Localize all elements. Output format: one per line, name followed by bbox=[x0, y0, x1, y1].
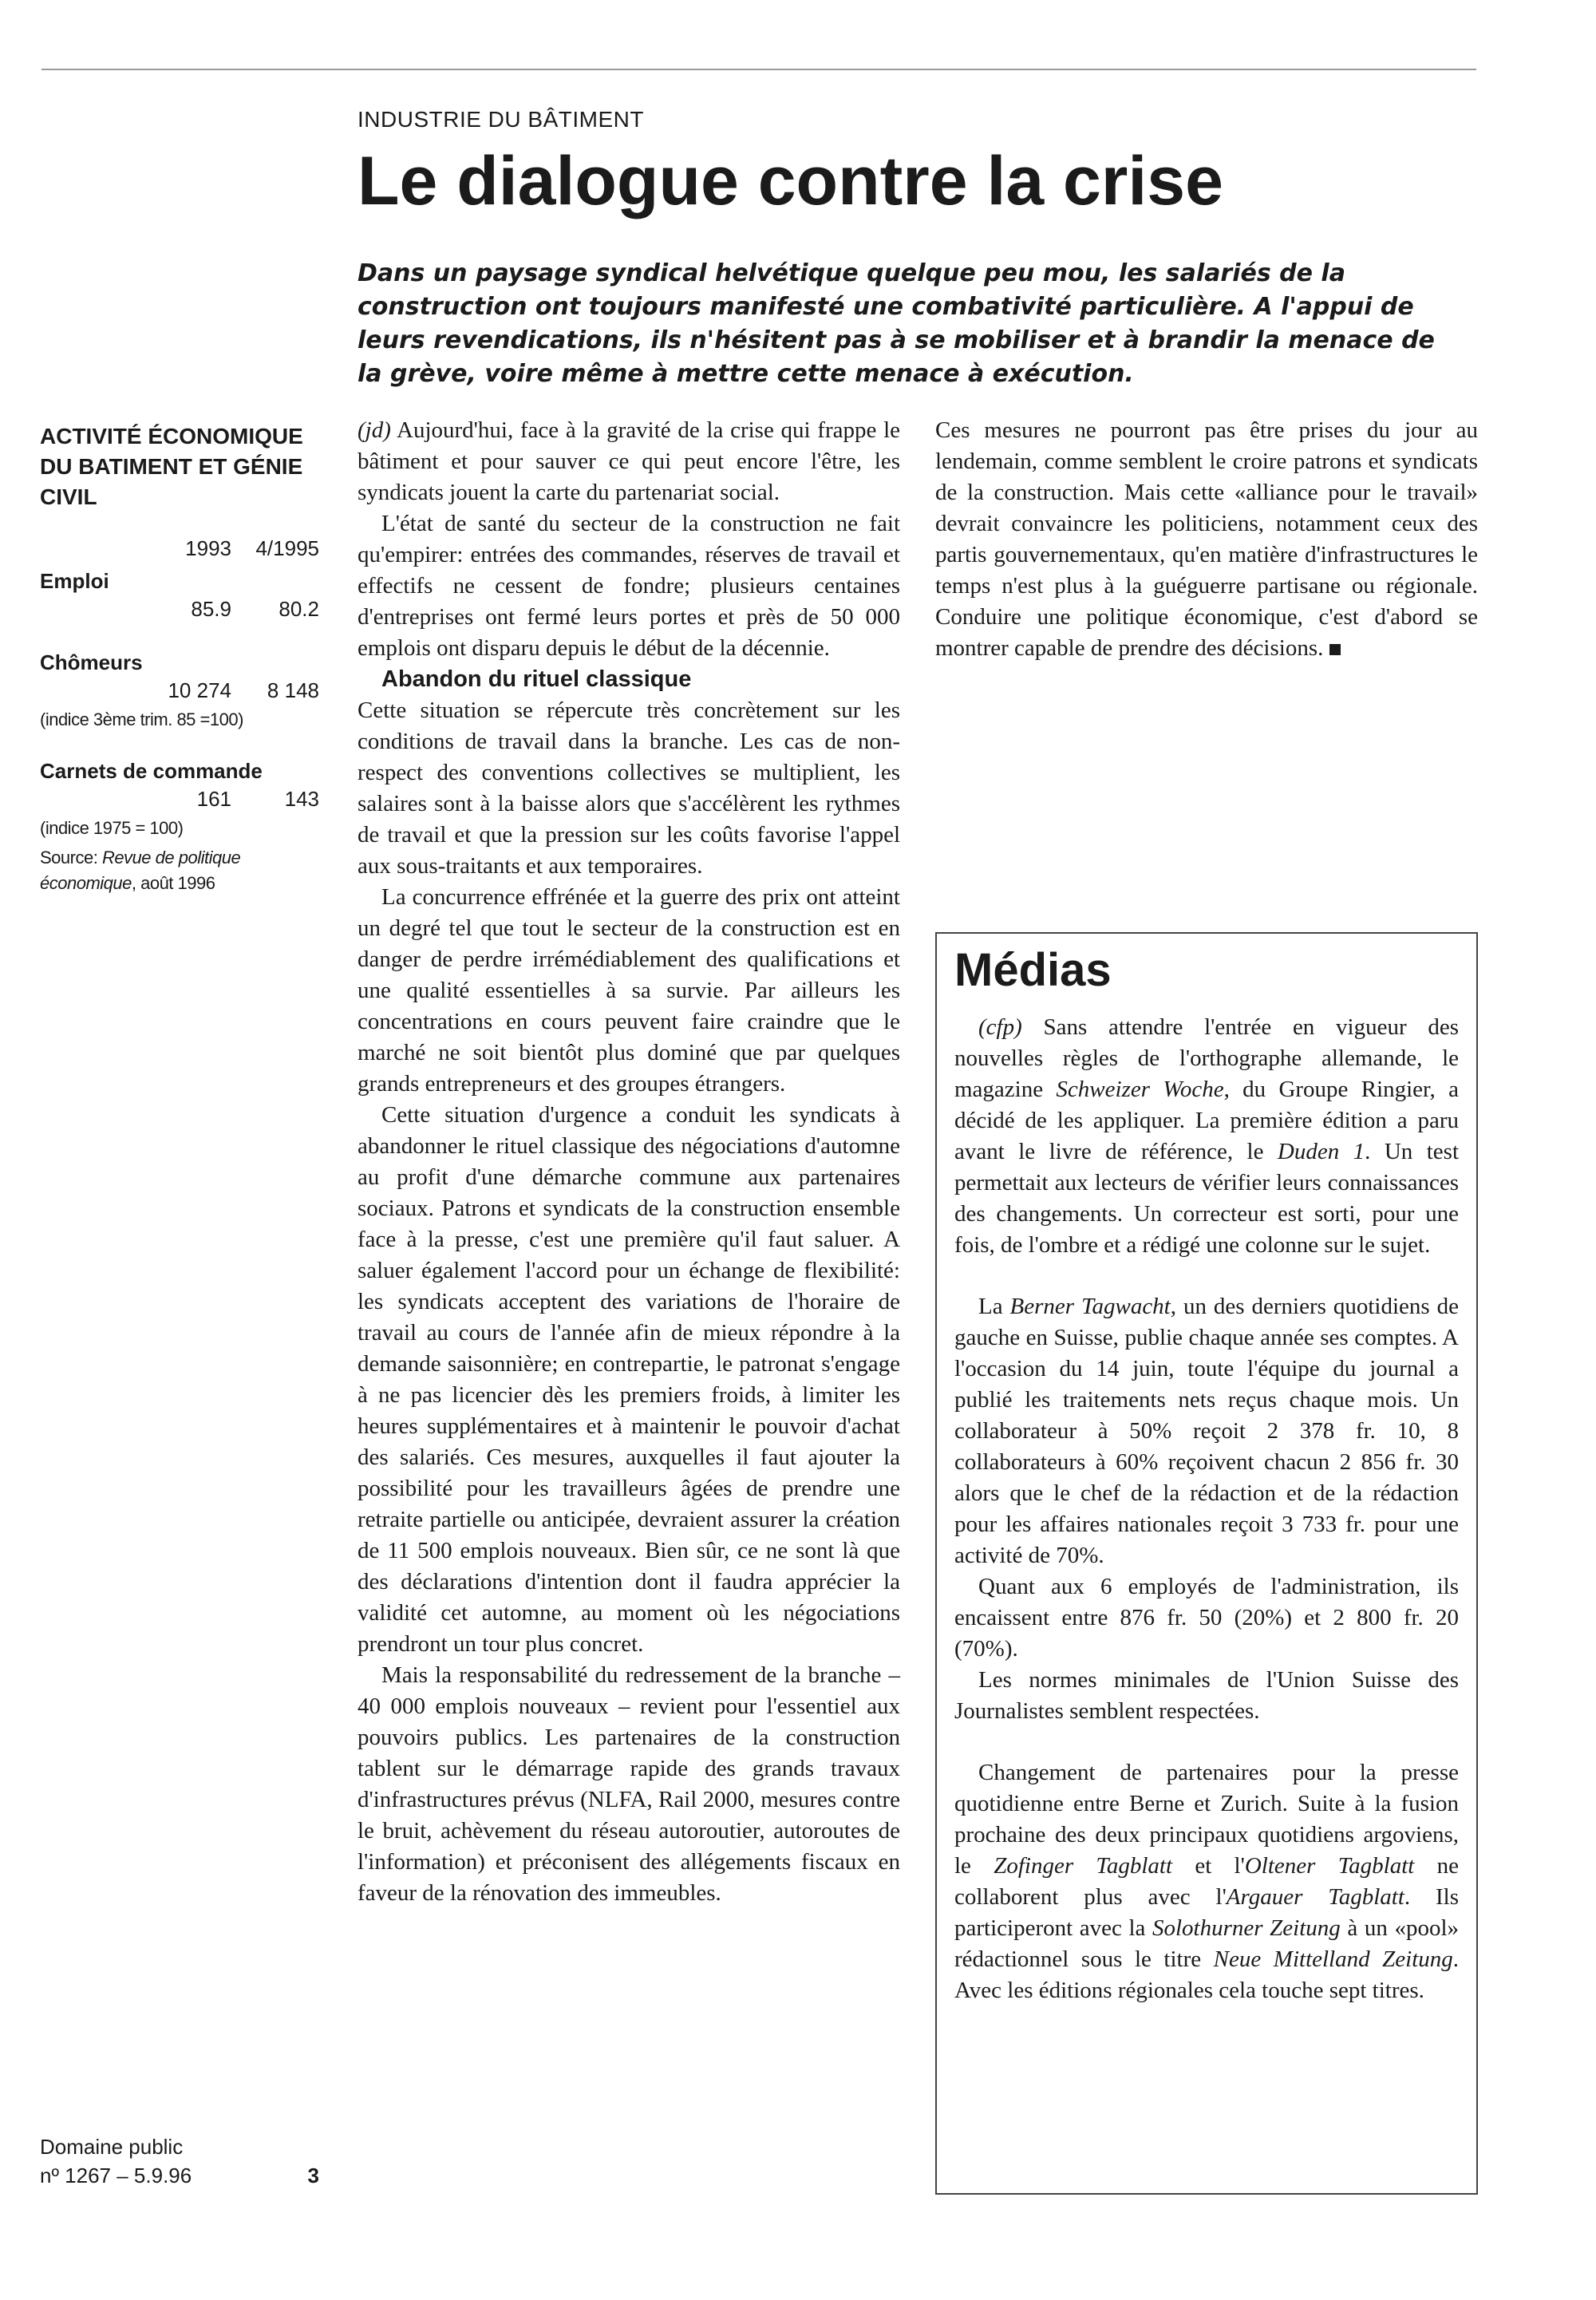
article-paragraph: Mais la responsabilité du redressement de la branche – 40 000 emplois nouveaux – revient pour l'essentiel aux pouvoirs publics. Les partenaires de la construction tablent sur le démarrage rapide des grands travaux d'infrastructures prévus (NLFA, Rail 2000, mesures contre le bruit, achèvement du réseau autoroutier, autoroutes de l'information) et préconisent des allégements fiscaux en faveur de la rénovation des immeubles. bbox=[358, 1662, 900, 1906]
article-paragraph: La concurrence effrénée et la guerre des prix ont atteint un degré tel que tout le secteur de la construction est en danger de perdre irrémédiablement des qualifications et une qualité essentielles à sa survie. Par ailleurs les concentrations en cours peuvent faire craindre que le marché ne soit bientôt plus dominé que par quelques grands entrepreneurs et des groupes étrangers. bbox=[358, 884, 900, 1097]
article-paragraph bbox=[358, 415, 900, 508]
stats-year-header bbox=[40, 536, 319, 561]
medias-paragraph: Quant aux 6 employés de l'administration, ils encaissent entre 876 fr. 50 (20%) et 2 800 fr. 20 (70%). bbox=[954, 1573, 1459, 1662]
text-run: . Avec les éditions régionales cela touche sept titres. bbox=[954, 1946, 1460, 2003]
article-title: Le dialogue contre la crise bbox=[358, 143, 1223, 219]
publication-name: Solothurner Zeitung bbox=[1152, 1915, 1341, 1941]
chomeurs-value-b: 8 148 bbox=[267, 678, 319, 702]
text-run: . Un test permettait aux lecteurs de vérifier leurs connaissances des changements. Un correcteur est sorti, pour une fois, de l'ombre et a rédigé une colonne sur le sujet. bbox=[954, 1138, 1459, 1258]
text-run: La bbox=[978, 1293, 1010, 1319]
chomeurs-values bbox=[40, 678, 319, 703]
text-run: . Ils participeront avec la bbox=[954, 1883, 1460, 1941]
page-footer bbox=[40, 2132, 319, 2190]
page-number: 3 bbox=[307, 2164, 319, 2187]
publication-name: Domaine public bbox=[40, 2135, 184, 2159]
publication-name: Berner Tagwacht bbox=[1009, 1293, 1171, 1319]
article-column-1 bbox=[358, 415, 900, 1909]
text-run: , un des derniers quotidiens de gauche en Suisse, publie chaque année ses comptes. A l'occasion du 14 juin, toute l'équipe du journal a publié les traitements nets reçus chaque mois. Un collaborateur à 50% reçoit 2 378 fr. 10, 8 collaborateurs à 60% reçoivent chacun 2 856 fr. 30 alors que le chef de la rédaction et de la rédaction pour les affaires nationales reçoit 3 733 fr. pour une activité de 70%. bbox=[954, 1293, 1459, 1568]
medias-title: Médias bbox=[954, 944, 1112, 996]
carnets-note: (indice 1975 = 100) bbox=[40, 818, 184, 838]
medias-body bbox=[954, 1012, 1459, 2006]
article-paragraph: L'état de santé du secteur de la construction ne fait qu'empirer: entrées des commandes, réserves de travail et effectifs ne cessent de fondre; plusieurs centaines d'entreprises ont fermé leurs portes et près de 50 000 emplois ont disparu depuis le début de la décennie. bbox=[358, 511, 900, 661]
text-run: , du Groupe Ringier, a décidé de les appliquer. La première édition a paru avant le livre de référence, le bbox=[954, 1076, 1459, 1164]
article-paragraph: Cette situation d'urgence a conduit les syndicats à abandonner le rituel classique des négociations d'automne au profit d'une démarche commune aux partenaires sociaux. Patrons et syndicats de la construction ensemble face à la presse, c'est une première qu'il faut saluer. A saluer également l'accord pour un échange de flexibilité: les syndicats acceptent des variations de l'horaire de travail au cours de l'année afin de mieux répondre à la demande saisonnière; en contrepartie, le patronat s'engage à ne pas licencier dès les premiers froids, à limiter les heures supplémentaires et à maintenir le pouvoir d'achat des salariés. Ces mesures, auxquelles il faut ajouter la possibilité pour les travailleurs âgées de prendre une retraite partielle ou anticipée, devraient assurer la création de 11 500 emplois nouveaux. Bien sûr, ce ne sont là que des déclarations d'intention dont il faudra apprécier la validité cet automne, au moment où les négociations prendront un tour plus concret. bbox=[358, 1102, 900, 1657]
article-paragraph: Cette situation se répercute très concrètement sur les conditions de travail dans la branche. Les cas de non-respect des conventions collectives se multiplient, les salaires sont à la baisse alors que s'accélèrent les rythmes de travail et que la pression sur les coûts favorise l'appel aux sous-traitants et aux temporaires. bbox=[358, 698, 900, 879]
carnets-label: Carnets de commande bbox=[40, 759, 263, 783]
issue-number: nº 1267 – 5.9.96 bbox=[40, 2164, 192, 2187]
text-run: à un «pool» rédactionnel sous le titre bbox=[954, 1915, 1460, 1972]
emploi-value-b: 80.2 bbox=[279, 597, 319, 621]
medias-paragraph bbox=[954, 1757, 1459, 2006]
source-prefix: Source: bbox=[40, 848, 102, 867]
publication-name: Schweizer Woche bbox=[1056, 1076, 1224, 1102]
emploi-value-a: 85.9 bbox=[191, 597, 231, 621]
medias-paragraph bbox=[954, 1291, 1459, 1571]
article-lead: Dans un paysage syndical helvétique quelque peu mou, les salariés de la construction ont toujours manifesté une combativité particulière. A l'appui de leurs revendications, ils n'hésitent pas à se mobiliser et à brandir la menace de la grève, voire même à mettre cette menace à exécution. bbox=[358, 259, 1435, 388]
medias-paragraph: Les normes minimales de l'Union Suisse des Journalistes semblent respectées. bbox=[954, 1666, 1459, 1724]
top-rule bbox=[41, 69, 1476, 70]
medias-box bbox=[935, 932, 1478, 2195]
section-kicker: INDUSTRIE DU BÂTIMENT bbox=[358, 107, 644, 132]
text-run: Changement de partenaires pour la presse quotidienne entre Berne et Zurich. Suite à la fusion prochaine des deux principaux quotidiens argoviens, le bbox=[954, 1759, 1459, 1879]
carnets-value-a: 161 bbox=[196, 787, 231, 811]
chomeurs-note: (indice 3ème trim. 85 =100) bbox=[40, 709, 243, 729]
chomeurs-label: Chômeurs bbox=[40, 650, 143, 674]
text-run: et l' bbox=[1172, 1852, 1245, 1879]
year-1993: 1993 bbox=[185, 536, 231, 560]
publication-name: Argauer Tagblatt bbox=[1226, 1883, 1404, 1910]
carnets-value-b: 143 bbox=[284, 787, 319, 811]
article-subhead: Abandon du rituel classique bbox=[381, 666, 692, 692]
source-note bbox=[40, 845, 319, 896]
emploi-label: Emploi bbox=[40, 569, 109, 593]
author-initials: (jd) bbox=[358, 417, 391, 443]
chomeurs-value-a: 10 274 bbox=[168, 678, 231, 702]
sidebar-title: ACTIVITÉ ÉCONOMIQUE DU BATIMENT ET GÉNIE CIVIL bbox=[40, 424, 303, 509]
paragraph-text: Aujourd'hui, face à la gravité de la crise qui frappe le bâtiment et pour sauver ce qui peut encore l'être, les syndicats jouent la carte du partenariat social. bbox=[358, 417, 900, 505]
publication-name: Zofinger Tagblatt bbox=[994, 1852, 1173, 1879]
text-run: ne collaborent plus avec l' bbox=[954, 1852, 1459, 1910]
publication-name: Duden 1 bbox=[1277, 1138, 1365, 1164]
year-1995: 4/1995 bbox=[255, 536, 319, 560]
medias-paragraph bbox=[954, 1012, 1459, 1261]
author-initials: (cfp) bbox=[978, 1014, 1022, 1040]
source-suffix: , août 1996 bbox=[131, 873, 215, 893]
text-run: Sans attendre l'entrée en vigueur des nouvelles règles de l'orthographe allemande, le magazine bbox=[954, 1014, 1460, 1102]
paragraph-text: Ces mesures ne pourront pas être prises du jour au lendemain, comme semblent le croire patrons et syndicats de la construction. Mais cette «alliance pour le travail» devrait convaincre les politiciens, notamment ceux des partis gouvernementaux, qu'en matière d'infrastructures le temps n'est plus à la guéguerre partisane ou régionale. Conduire une politique économique, c'est d'abord se montrer capable de prendre des décisions. bbox=[935, 417, 1478, 661]
publication-name: Neue Mittelland Zeitung bbox=[1213, 1946, 1453, 1972]
carnets-values bbox=[40, 787, 319, 812]
source-title: Revue de politique économique bbox=[40, 848, 241, 893]
end-of-article-mark bbox=[1329, 644, 1341, 655]
article-column-2 bbox=[935, 415, 1478, 664]
emploi-values bbox=[40, 597, 319, 622]
article-paragraph bbox=[935, 415, 1478, 664]
publication-name: Oltener Tagblatt bbox=[1244, 1852, 1415, 1879]
stats-sidebar bbox=[40, 421, 319, 896]
